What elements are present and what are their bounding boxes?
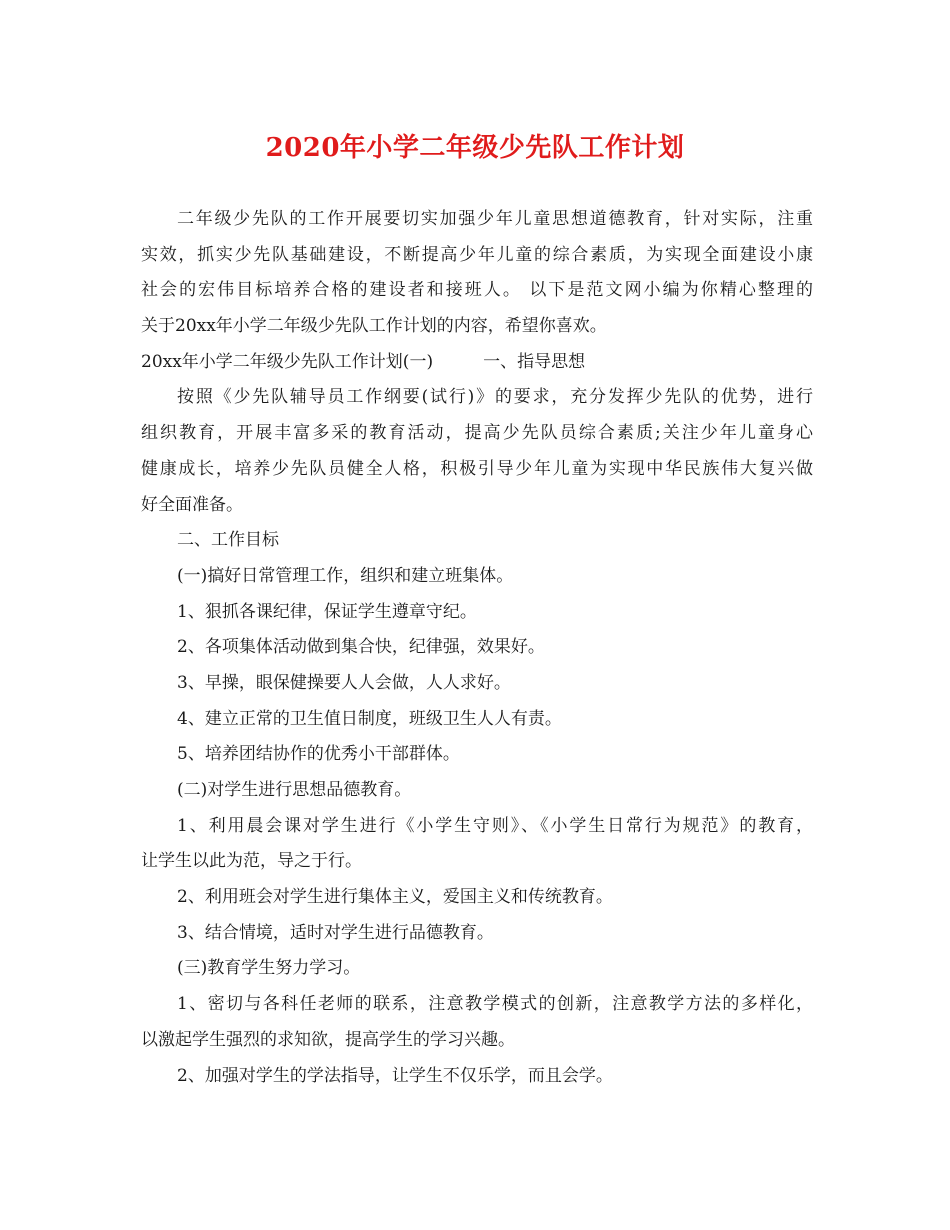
list-item: 4、建立正常的卫生值日制度，班级卫生人人有责。 xyxy=(177,708,562,729)
list-item: 1、利用晨会课对学生进行《小学生守则》、《小学生日常行为规范》的教育， xyxy=(177,815,813,836)
list-item: 1、狠抓各课纪律，保证学生遵章守纪。 xyxy=(177,601,477,622)
paragraph-line: 组织教育，开展丰富多采的教育活动，提高少先队员综合素质;关注少年儿童身心 xyxy=(141,423,813,444)
list-item: 3、早操，眼保健操要人人会做，人人求好。 xyxy=(177,672,511,693)
paragraph-line: 健康成长，培养少先队员健全人格，积极引导少年儿童为实现中华民族伟大复兴做 xyxy=(141,458,813,479)
document-body xyxy=(141,202,813,1094)
paragraph-line: 社会的宏伟目标培养合格的建设者和接班人。 以下是范文网小编为你精心整理的 xyxy=(141,280,813,301)
list-item: 2、加强对学生的学法指导，让学生不仅乐学，而且会学。 xyxy=(177,1065,613,1086)
section-heading-line xyxy=(141,345,813,381)
paragraph-line: 好全面准备。 xyxy=(141,494,243,515)
paragraph-line: 按照《少先队辅导员工作纲要(试行)》的要求，充分发挥少先队的优势，进行 xyxy=(177,387,813,408)
paragraph-line: 实效，抓实少先队基础建设，不断提高少年儿童的综合素质，为实现全面建设小康 xyxy=(141,244,813,265)
list-item: 5、培养团结协作的优秀小干部群体。 xyxy=(177,744,460,765)
section-heading: 二、工作目标 xyxy=(177,530,279,551)
list-item-continuation: 让学生以此为范，导之于行。 xyxy=(141,851,362,872)
document-title: 2020年小学二年级少先队工作计划 xyxy=(265,133,685,163)
subsection-heading: (一)搞好日常管理工作，组织和建立班集体。 xyxy=(177,565,514,586)
subsection-heading: (三)教育学生努力学习。 xyxy=(177,958,361,979)
plan-subtitle: 20xx年小学二年级少先队工作计划(一) xyxy=(141,351,434,372)
paragraph-line: 二年级少先队的工作开展要切实加强少年儿童思想道德教育，针对实际，注重 xyxy=(177,209,813,229)
section-heading: 一、指导思想 xyxy=(483,351,586,372)
list-item: 1、密切与各科任老师的联系，注意教学模式的创新，注意教学方法的多样化， xyxy=(177,994,813,1015)
list-item: 2、利用班会对学生进行集体主义，爱国主义和传统教育。 xyxy=(177,887,613,908)
subsection-heading: (二)对学生进行思想品德教育。 xyxy=(177,780,412,800)
list-item: 2、各项集体活动做到集合快，纪律强，效果好。 xyxy=(177,637,545,658)
paragraph-line: 关于20xx年小学二年级少先队工作计划的内容，希望你喜欢。 xyxy=(141,316,607,337)
list-item: 3、结合情境，适时对学生进行品德教育。 xyxy=(177,922,494,943)
list-item-continuation: 以激起学生强烈的求知欲，提高学生的学习兴趣。 xyxy=(141,1029,515,1050)
